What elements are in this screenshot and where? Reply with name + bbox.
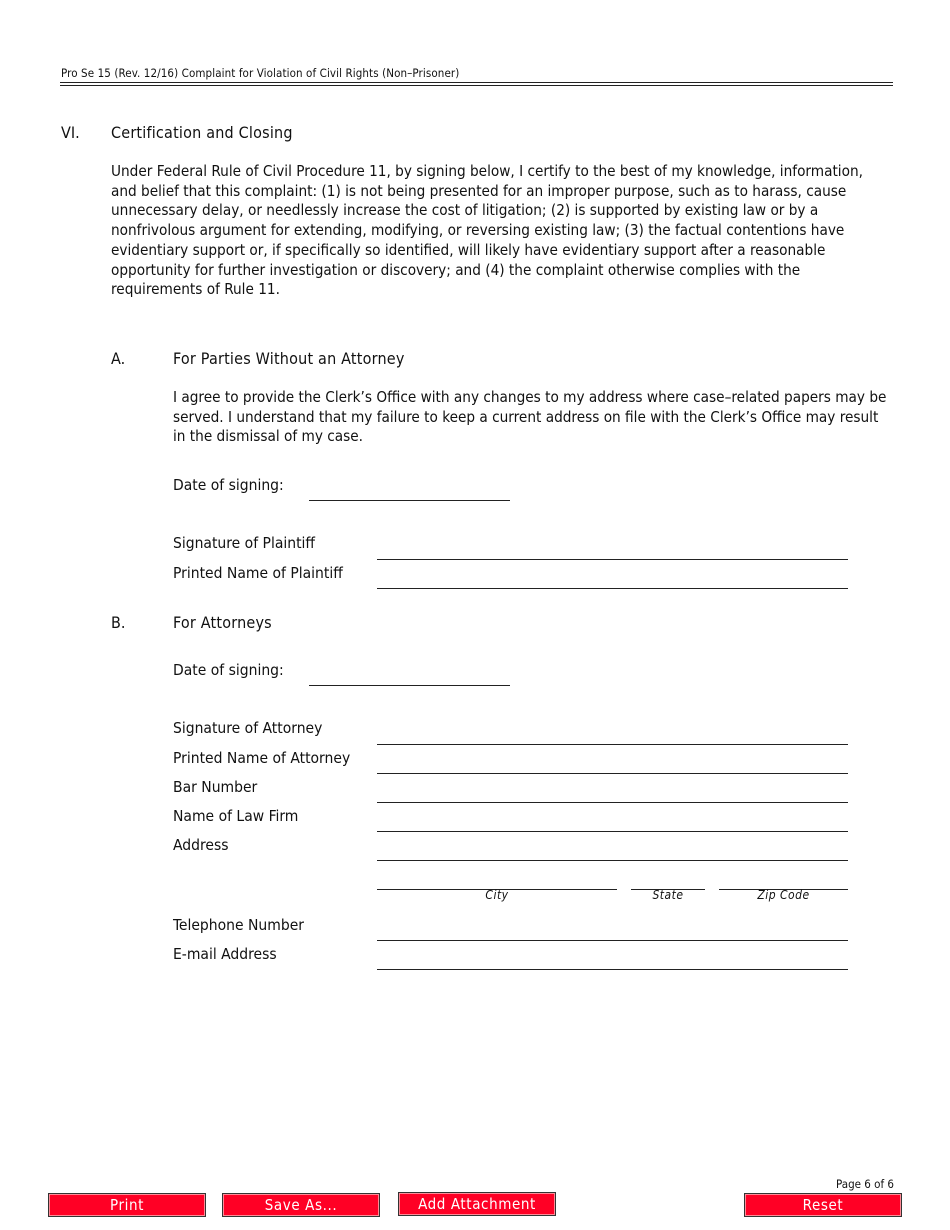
plaintiff-signature-label: Signature of Plaintiff — [173, 534, 316, 552]
telephone-label: Telephone Number — [173, 916, 305, 934]
page-number: Page 6 of 6 — [836, 1177, 894, 1191]
attorney-printed-name-field[interactable] — [377, 773, 848, 774]
form-header: Pro Se 15 (Rev. 12/16) Complaint for Violation of Civil Rights (Non–Prisoner) — [61, 66, 460, 80]
attorney-printed-name-label: Printed Name of Attorney — [173, 749, 351, 767]
reset-button[interactable]: Reset — [744, 1193, 902, 1217]
zip-code-label: Zip Code — [757, 888, 810, 902]
attorney-signature-label: Signature of Attorney — [173, 719, 323, 737]
section-number: VI. — [61, 123, 80, 142]
plaintiff-date-label: Date of signing: — [173, 476, 284, 494]
attorney-date-field[interactable] — [309, 685, 510, 686]
plaintiff-signature-field[interactable] — [377, 559, 848, 560]
part-b-letter: B. — [111, 613, 126, 632]
attorney-signature-field[interactable] — [377, 744, 848, 745]
state-label: State — [652, 888, 684, 902]
add-attachment-button[interactable]: Add Attachment — [398, 1192, 556, 1216]
part-a-title: For Parties Without an Attorney — [173, 349, 405, 368]
certification-paragraph: Under Federal Rule of Civil Procedure 11, by signing below, I certify to the best of my knowledge, information, and belief that this complaint: (1) is not being presented for an improper purpose, such as to harass, cause unnecessary delay, or needlessly increase the cost of litigation; (2) is supported by existing law or by a nonfrivolous argument for extending, modifying, or reversing existing law; (3) the factual contentions have evidentiary support or, if specifically so identified, will likely have evidentiary support after a reasonable opportunity for further investigation or discovery; and (4) the complaint otherwise complies with the requirements of Rule 11. — [111, 162, 863, 299]
header-rule — [60, 82, 893, 83]
part-a-letter: A. — [111, 349, 126, 368]
bar-number-label: Bar Number — [173, 778, 258, 796]
print-button[interactable]: Print — [48, 1193, 206, 1217]
section-title: Certification and Closing — [111, 123, 293, 142]
email-label: E-mail Address — [173, 945, 277, 963]
telephone-field[interactable] — [377, 940, 848, 941]
part-b-title: For Attorneys — [173, 613, 272, 632]
header-rule-double — [60, 85, 893, 86]
address-label: Address — [173, 836, 229, 854]
plaintiff-printed-name-field[interactable] — [377, 588, 848, 589]
attorney-date-label: Date of signing: — [173, 661, 284, 679]
law-firm-label: Name of Law Firm — [173, 807, 299, 825]
address-field[interactable] — [377, 860, 848, 861]
law-firm-field[interactable] — [377, 831, 848, 832]
city-label: City — [485, 888, 509, 902]
part-a-paragraph: I agree to provide the Clerk’s Office with any changes to my address where case–related papers may be served. I understand that my failure to keep a current address on file with the Clerk’s Office may result in the dismissal of my case. — [173, 388, 887, 446]
email-field[interactable] — [377, 969, 848, 970]
bar-number-field[interactable] — [377, 802, 848, 803]
plaintiff-date-field[interactable] — [309, 500, 510, 501]
save-as-button[interactable]: Save As... — [222, 1193, 380, 1217]
plaintiff-printed-name-label: Printed Name of Plaintiff — [173, 564, 343, 582]
